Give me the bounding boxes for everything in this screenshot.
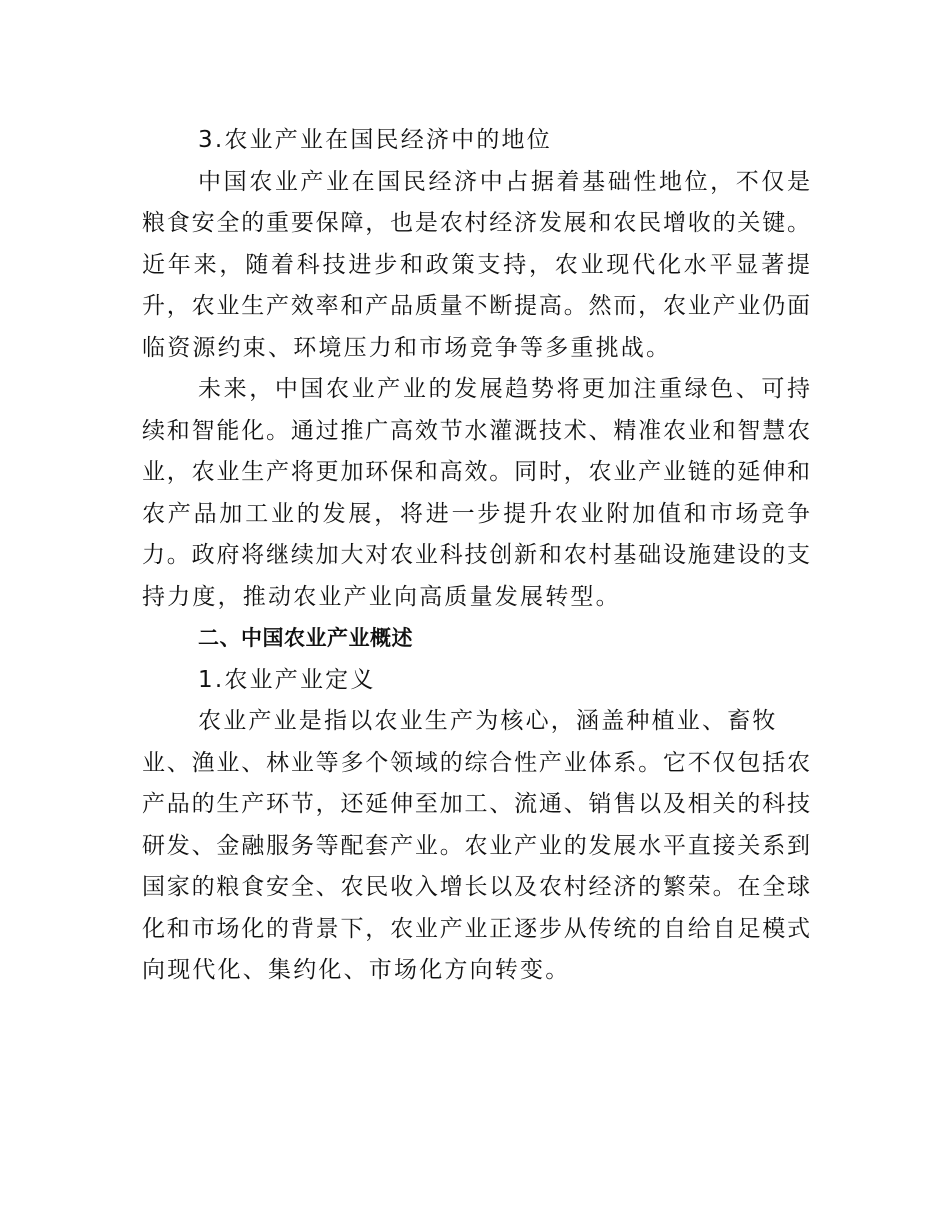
paragraph-line: 化和市场化的背景下，农业产业正逐步从传统的自给自足模式 xyxy=(142,915,810,942)
document-page xyxy=(142,120,810,992)
paragraph-line: 国家的粮食安全、农民收入增长以及农村经济的繁荣。在全球 xyxy=(142,874,810,900)
paragraph-line: 研发、金融服务等配套产业。农业产业的发展水平直接关系到 xyxy=(142,832,810,859)
paragraph-line: 临资源约束、环境压力和市场竞争等多重挑战。 xyxy=(142,334,672,361)
paragraph-line: 升，农业生产效率和产品质量不断提高。然而，农业产业仍面 xyxy=(142,293,810,319)
paragraph-line: 近年来，随着科技进步和政策支持，农业现代化水平显著提 xyxy=(142,251,810,278)
paragraph-line: 产品的生产环节，还延伸至加工、流通、销售以及相关的科技 xyxy=(142,791,810,817)
paragraph-line: 业，农业生产将更加环保和高效。同时，农业产业链的延伸和 xyxy=(142,459,810,485)
paragraph-line: 业、渔业、林业等多个领域的综合性产业体系。它不仅包括农 xyxy=(142,749,810,776)
paragraph-line: 力。政府将继续加大对农业科技创新和农村基础设施建设的支 xyxy=(142,542,810,568)
section-heading: 1.农业产业定义 xyxy=(198,666,376,693)
paragraph-line: 中国农业产业在国民经济中占据着基础性地位，不仅是 xyxy=(198,168,810,195)
paragraph-line: 粮食安全的重要保障，也是农村经济发展和农民增收的关键。 xyxy=(142,210,810,236)
paragraph-line: 农业产业是指以农业生产为核心，涵盖种植业、畜牧 xyxy=(198,708,778,734)
paragraph-line: 续和智能化。通过推广高效节水灌溉技术、精准农业和智慧农 xyxy=(142,417,810,444)
paragraph-line: 向现代化、集约化、市场化方向转变。 xyxy=(142,957,571,983)
paragraph-line: 持力度，推动农业产业向高质量发展转型。 xyxy=(142,583,621,610)
paragraph-line: 农产品加工业的发展，将进一步提升农业附加值和市场竞争 xyxy=(142,500,810,527)
section-heading: 3.农业产业在国民经济中的地位 xyxy=(198,127,552,153)
chapter-heading: 二、中国农业产业概述 xyxy=(198,626,413,650)
paragraph-line: 未来，中国农业产业的发展趋势将更加注重绿色、可持 xyxy=(198,376,810,402)
